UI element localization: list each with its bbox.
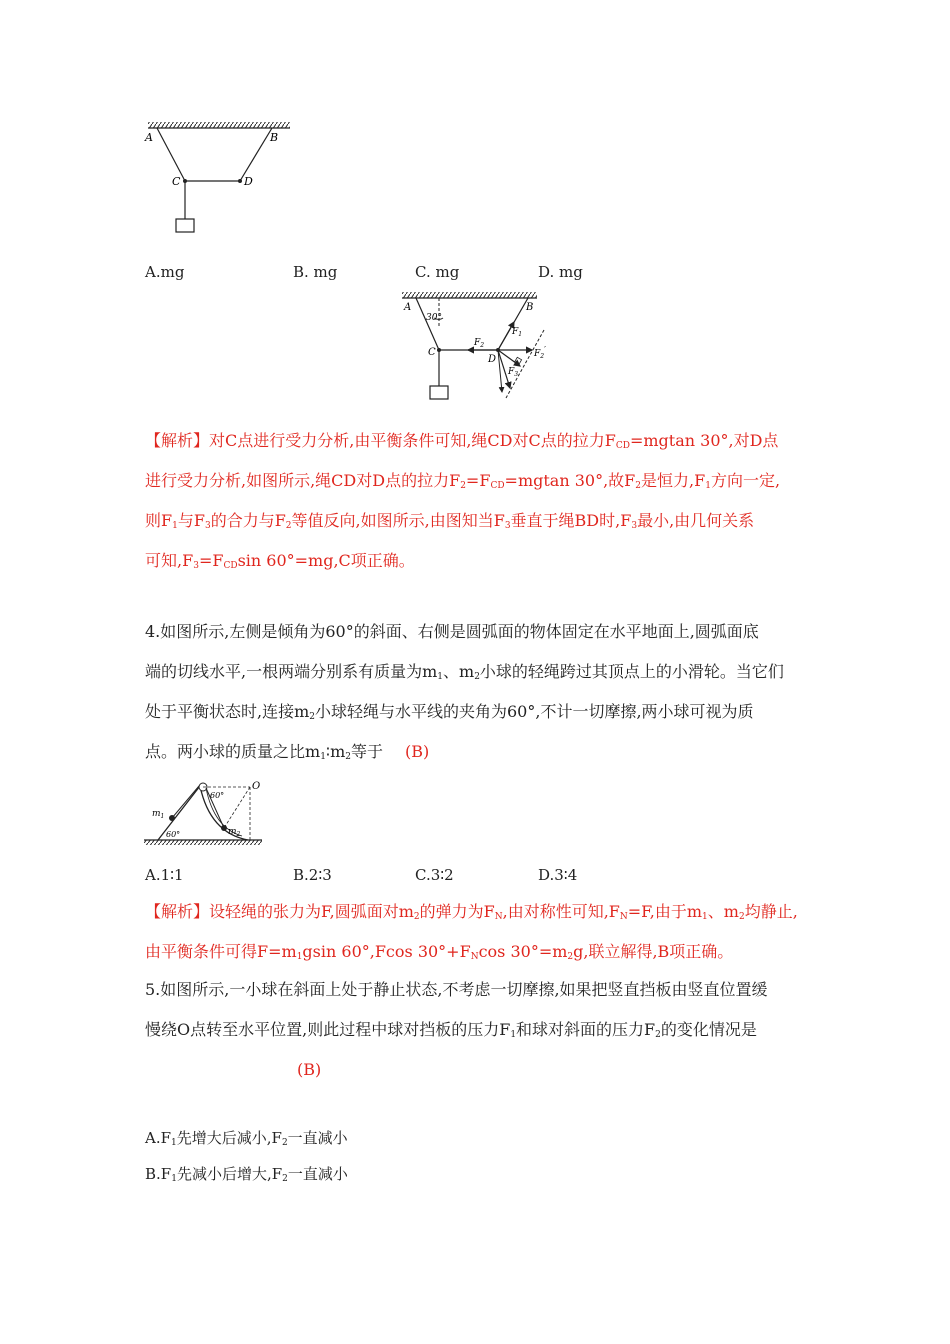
q3-analysis-line-4: 可知$,F_3=F_{CD}\sin$ 60°=mg,C项正确。 [145, 551, 415, 571]
q5-line-2: 慢绕O点转至水平位置,则此过程中球对挡板的压力$F_1$和球对斜面的压力$F_2$的变化情况是 [145, 1020, 757, 1040]
rope-ac [157, 128, 185, 181]
q3-analysis-line-3: 则$F_1$与$F_3$的合力与$F_2$等值反向,如图所示,由图知当$F_3$垂直于绳BD时$,F_3$最小,由几何关系 [145, 511, 755, 531]
label-f2p-sub: 2 [540, 353, 545, 360]
q4-analysis-line-2: 由平衡条件可得$F=m_1gsin$ 60°,Fcos $30^\circ+F_N\cos$ $30^\circ=m_2g$,联立解得,B项正确。 [145, 942, 734, 962]
ball-m1 [169, 815, 175, 821]
label-f2-main: F [474, 338, 481, 348]
point-d [238, 179, 242, 183]
q3-analysis-line-1: 【解析】对C点进行受力分析,由平衡条件可知,绳CD对C点的拉力$F_{CD}=mgtan$ 30°,对D点 [145, 431, 779, 451]
label-f2p-main: F [534, 349, 541, 359]
q4-option-a: A.1∶1 [145, 866, 184, 884]
label-m2-main: m [228, 827, 237, 837]
label-angle-slope: 60° [166, 830, 181, 839]
q4-option-c: C.3∶2 [415, 866, 454, 884]
label-m1-main: m [152, 809, 161, 819]
q4-line-4: 点。两小球的质量之比$m_1∶m_2$等于 (B) [145, 742, 430, 762]
label-d: D [488, 354, 497, 365]
weight-box [430, 386, 448, 399]
label-m1 [152, 809, 164, 820]
q4-line-2: 端的切线水平,一根两端分别系有质量为$m_1$、$m_2$小球的轻绳跨过其顶点上的小滑轮。当它们 [145, 662, 784, 682]
q5-answer: (B) [297, 1060, 322, 1079]
q3-option-b: B. mg [293, 263, 338, 281]
label-c: C [428, 347, 436, 358]
label-a: A [145, 131, 153, 144]
dashed-radius [224, 787, 250, 828]
analysis-tag: 【解析】 [145, 431, 210, 450]
q5-line-1: 5.如图所示,一小球在斜面上处于静止状态,不考虑一切摩擦,如果把竖直挡板由竖直位置缓 [145, 980, 768, 999]
label-f2-prime [533, 345, 546, 360]
point-c [183, 179, 187, 183]
q5-option-b: $B.F_1$先减小后增大$,F_2$一直减小 [145, 1165, 348, 1184]
figure-slope-arc [144, 778, 266, 848]
label-b: B [526, 302, 534, 313]
weight-box [176, 219, 194, 232]
rope-m1 [172, 786, 199, 818]
label-f1-sub: 1 [518, 331, 523, 338]
label-o: O [252, 781, 261, 792]
q5-option-a: $A.F_1$先增大后减小$,F_2$一直减小 [145, 1129, 348, 1148]
q4-answer: (B) [405, 742, 430, 761]
q4-line-3: 处于平衡状态时,连接$m_2$小球轻绳与水平线的夹角为60°,不计一切摩擦,两小球可视为质 [145, 702, 754, 722]
label-m2-sub: 2 [236, 831, 241, 838]
analysis-tag: 【解析】 [145, 902, 210, 921]
q4-option-b: B.2∶3 [293, 866, 332, 884]
ball-m2 [221, 825, 227, 831]
figure-force-analysis [398, 288, 558, 406]
q3-analysis-line-2: 进行受力分析,如图所示,绳CD对D点的拉力$F_2=F_{CD}=mgtan$ 30°,故$F_2$是恒力$,F_1$方向一定, [145, 471, 781, 491]
label-angle-top: 60° [210, 791, 225, 800]
label-f1-main: F [512, 327, 519, 337]
label-f3-main: F [508, 367, 515, 377]
label-m2 [228, 827, 241, 838]
ceiling-hatch [148, 122, 290, 128]
ground-hatch [144, 840, 262, 845]
label-b: B [270, 131, 279, 144]
q4-analysis-line-1: 【解析】设轻绳的张力为F,圆弧面对$m_2$的弹力为$F_N$,由对称性可知$,F_N=F$,由于$m_1$、$m_2$均静止, [145, 902, 798, 922]
label-f2p-prime: ′ [544, 345, 546, 354]
label-angle: 30° [426, 313, 442, 323]
label-d: D [244, 175, 253, 188]
point-c [437, 348, 441, 352]
q4-line-1: 4.如图所示,左侧是倾角为60°的斜面、右侧是圆弧面的物体固定在水平地面上,圆弧面底 [145, 622, 759, 641]
point-d [496, 348, 500, 352]
label-f1 [511, 327, 522, 338]
rope-bd [240, 128, 272, 181]
dashed-parallel [506, 330, 544, 398]
label-f3 [507, 367, 518, 378]
ceiling-hatch [402, 292, 537, 298]
figure-rope-ceiling [140, 118, 295, 238]
q3-option-d: D. mg [538, 263, 583, 281]
q4-option-d: D.3∶4 [538, 866, 578, 884]
label-f2-sub: 2 [480, 342, 485, 349]
label-f2 [473, 338, 484, 349]
label-f3-sub: 3 [514, 371, 519, 378]
label-c: C [172, 175, 181, 188]
q3-option-a: A.mg [145, 263, 185, 281]
label-a: A [404, 302, 412, 313]
q3-option-c: C. mg [415, 263, 460, 281]
rope-ac [416, 298, 439, 350]
label-m1-sub: 1 [160, 813, 165, 820]
